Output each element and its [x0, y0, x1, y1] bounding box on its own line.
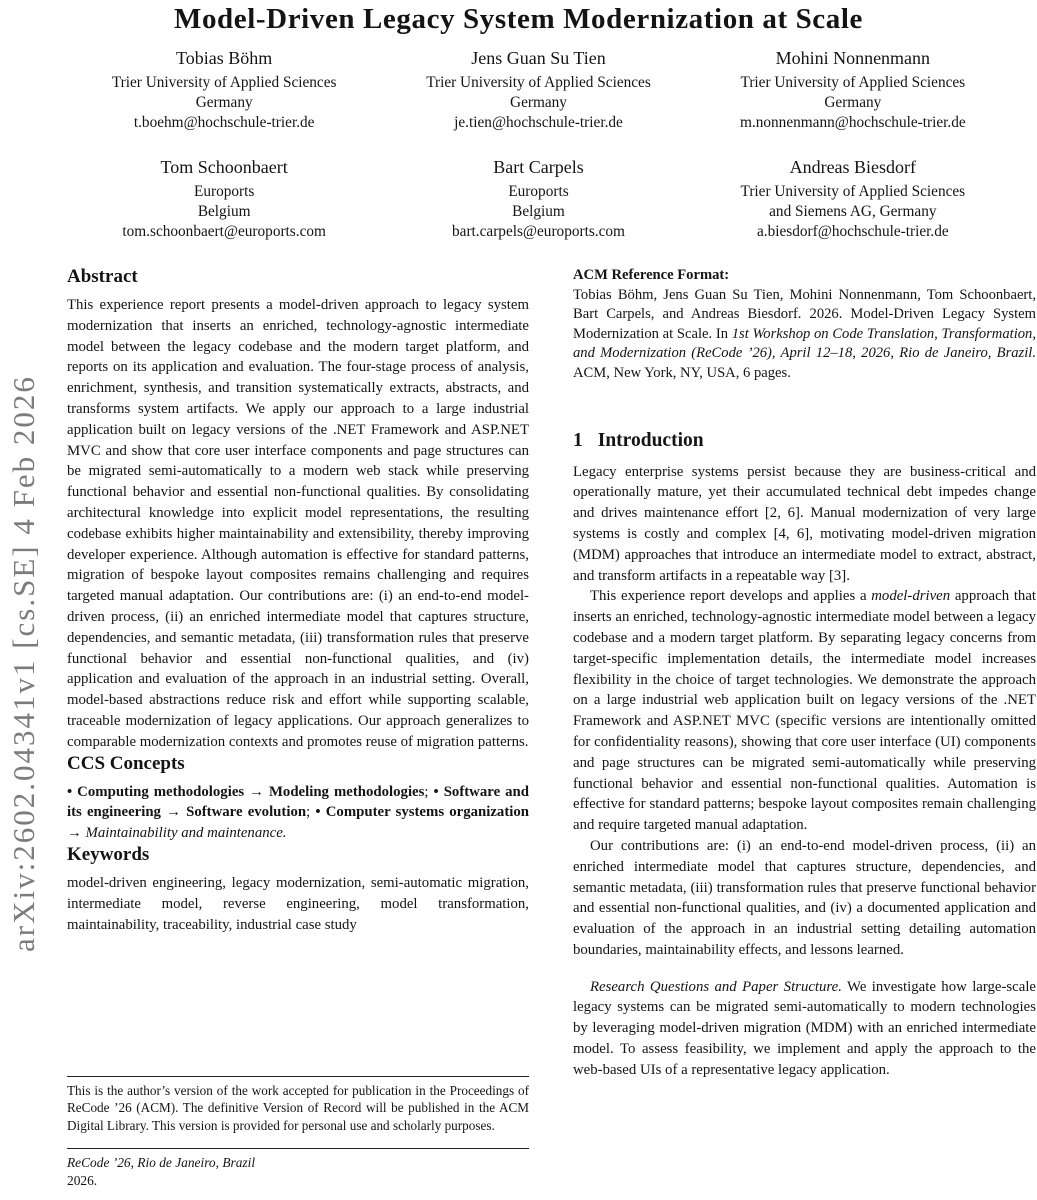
author-3	[696, 48, 1010, 134]
author-name: Tom Schoonbaert	[160, 156, 288, 177]
ccs-heading: CCS Concepts	[67, 752, 185, 774]
acm-reference-publisher: ACM, New York, NY, USA, 6 pages.	[573, 364, 791, 381]
section-number: 1	[573, 429, 583, 451]
author-country: and Siemens AG, Germany	[769, 202, 937, 220]
author-1	[67, 48, 381, 134]
author-5	[381, 157, 695, 243]
intro-paragraph-2-rest: approach that inserts an enriched, technology-agnostic intermediate model between a legacy codebase and a modern target platform. By separating legacy concerns from target-specific implementation details, the intermediate model increases flexibility in the choice of target technologies. We demonstrate the approach on a large industrial web application built on legacy versions of the .NET Framework and ASP.NET MVC (specific versions are intentionally omitted for confidentiality reasons), showing that core user interface (UI) components and page structures can be migrated semi-automatically while preserving functional behavior and essential non-functional qualities. Automation is effective for standard patterns; bespoke layout composites remain challenging and require targeted manual adaptation.	[573, 588, 1037, 834]
intro-paragraph-2	[573, 586, 1036, 836]
arxiv-watermark: arXiv:2602.04341v1 [cs.SE] 4 Feb 2026	[6, 375, 41, 952]
footnote-divider	[67, 1076, 529, 1077]
right-column	[573, 266, 1036, 1081]
author-email: a.biesdorf@hochschule-trier.de	[757, 223, 949, 241]
ccs-text	[67, 782, 529, 844]
author-name: Andreas Biesdorf	[789, 156, 917, 177]
paper-title: Model-Driven Legacy System Modernization at Scale	[173, 3, 864, 35]
conference-year: 2026.	[67, 1172, 98, 1188]
acm-reference-heading: ACM Reference Format:	[573, 267, 730, 283]
author-email: m.nonnenmann@hochschule-trier.de	[740, 114, 966, 132]
intro-paragraph-2-emphasis: model-driven	[871, 588, 951, 605]
research-questions-text: We investigate how large-scale legacy systems can be migrated semi-automatically to modern technologies by leveraging model-driven migration (MDM) with an enriched intermediate model. To assess feasibility, we implement and apply the approach to the web-based UIs of a representative legacy application.	[573, 978, 1036, 1078]
section-title: Introduction	[597, 429, 704, 451]
author-email: tom.schoonbaert@euroports.com	[122, 223, 326, 241]
author-2	[381, 48, 695, 134]
left-column	[67, 266, 529, 935]
keywords-heading: Keywords	[67, 843, 150, 865]
author-country: Germany	[510, 94, 567, 112]
author-affiliation: Trier University of Applied Sciences	[740, 74, 966, 91]
intro-paragraph-1: Legacy enterprise systems persist because they are business-critical and operationally mature, yet their accumulated technical debt impedes change and drives maintenance effort [2, 6]. Manual modernization of very large systems is costly and complex [4, 6], motivating model-driven migration (MDM) approaches that introduce an intermediate model to extract, abstract, and transform artifacts in a repeatable way [3].	[573, 463, 1036, 584]
author-email: je.tien@hochschule-trier.de	[454, 114, 623, 132]
ccs-separator: ;	[424, 783, 434, 800]
author-affiliation: Trier University of Applied Sciences	[740, 182, 966, 200]
ccs-concept-1: • Computing methodologies → Modeling methodologies	[67, 783, 425, 800]
author-email: bart.carpels@euroports.com	[452, 223, 625, 241]
author-affiliation: Trier University of Applied Sciences	[426, 74, 651, 91]
ccs-concept-2: • Software and its engineering → Software evolution	[67, 783, 529, 821]
research-questions-lead: Research Questions and Paper Structure.	[590, 978, 842, 995]
author-country: Germany	[824, 94, 882, 112]
ccs-concept-3: • Computer systems organization →	[67, 804, 529, 842]
author-country: Belgium	[512, 202, 565, 220]
author-affiliation: Trier University of Applied Sciences	[111, 74, 337, 91]
author-name: Mohini Nonnenmann	[775, 48, 931, 68]
footnote-block	[67, 1076, 529, 1189]
abstract-text: This experience report presents a model-driven approach to legacy system modernization that inserts an enriched, technology-agnostic intermediate model between the legacy codebase and the modern target platform, and reports on its application and evaluation. The four-stage process of analysis, enrichment, synthesis, and transition systematically extracts, abstracts, and transforms system artifacts. We apply our approach to a large industrial application built on legacy versions of the .NET Framework and ASP.NET MVC and show that core user interface components and page structures can be migrated semi-automatically to a modern web stack while preserving functional behavior and essential non-functional qualities. By consolidating architectural knowledge into explicit model representations, the resulting codebase exhibits higher maintainability and extensibility, thereby improving developer experience. Although automation is effective for standard patterns, migration of bespoke layout composites remains challenging and requires targeted manual adaptation. Our contributions are: (i) an end-to-end model-driven process, (ii) an enriched intermediate model that captures structure, dependencies, and semantic metadata, (iii) transformation rules that preserve functional behavior and essential non-functional qualities, and (iv) application and evaluation of the approach in an industrial setting. Overall, model-based abstractions reduce risk and effort while supporting scalable, traceable modernization of legacy applications. Our approach generalizes to comparable modernization contexts and promotes reuse of migration patterns.	[67, 297, 529, 750]
author-row-1	[67, 48, 1010, 134]
abstract-heading: Abstract	[67, 266, 138, 287]
acm-reference-venue: 1st Workshop on Code Translation, Transformation, and Modernization (ReCode ’26), April 12–18, 2026, Rio de Janeiro, Brazil.	[573, 325, 1036, 362]
acm-reference-text	[573, 286, 1036, 384]
author-row-2	[67, 157, 1010, 243]
conference-divider	[67, 1148, 529, 1149]
acm-reference-authors: Tobias Böhm, Jens Guan Su Tien, Mohini Nonnenmann, Tom Schoonbaert, Bart Carpels, and Andreas Biesdorf. 2026. Model-Driven Legacy System Modernization at Scale. In	[573, 286, 1036, 342]
author-name: Jens Guan Su Tien	[471, 48, 606, 68]
author-4	[67, 157, 381, 243]
author-email: t.boehm@hochschule-trier.de	[133, 114, 315, 132]
author-6	[696, 157, 1010, 243]
copyright-note: This is the author’s version of the work accepted for publication in the Proceedings of ReCode ’26 (ACM). The definitive Version of Record will be published in the ACM Digital Library. This version is provided for personal use and scholarly purposes.	[67, 1083, 529, 1133]
author-country: Germany	[195, 94, 253, 112]
intro-paragraph-3: Our contributions are: (i) an end-to-end model-driven process, (ii) an enriched intermediate model that captures structure, dependencies, and semantic metadata, (iii) transformation rules that preserve functional behavior and essential non-functional qualities, and (iv) a documented application and evaluation of the approach in an industrial setting detailing automation boundaries, maintainability effects, and lessons learned.	[573, 837, 1036, 958]
conference-venue: ReCode ’26, Rio de Janeiro, Brazil	[67, 1155, 256, 1171]
author-name: Bart Carpels	[493, 156, 584, 177]
author-affiliation: Euroports	[508, 182, 569, 200]
intro-paragraph-2-lead: This experience report develops and applies a	[590, 588, 872, 605]
ccs-leaf: Maintainability and maintenance.	[85, 825, 287, 842]
research-questions-paragraph	[573, 977, 1036, 1081]
author-affiliation: Euroports	[193, 182, 255, 200]
ccs-separator: ;	[306, 804, 316, 821]
keywords-text: model-driven engineering, legacy modernization, semi-automatic migration, intermediate model, reverse engineering, model transformation, maintainability, traceability, industrial case study	[67, 874, 529, 933]
author-block	[67, 48, 1010, 242]
introduction-heading	[573, 430, 1036, 452]
author-country: Belgium	[197, 202, 251, 220]
author-name: Tobias Böhm	[176, 48, 273, 68]
